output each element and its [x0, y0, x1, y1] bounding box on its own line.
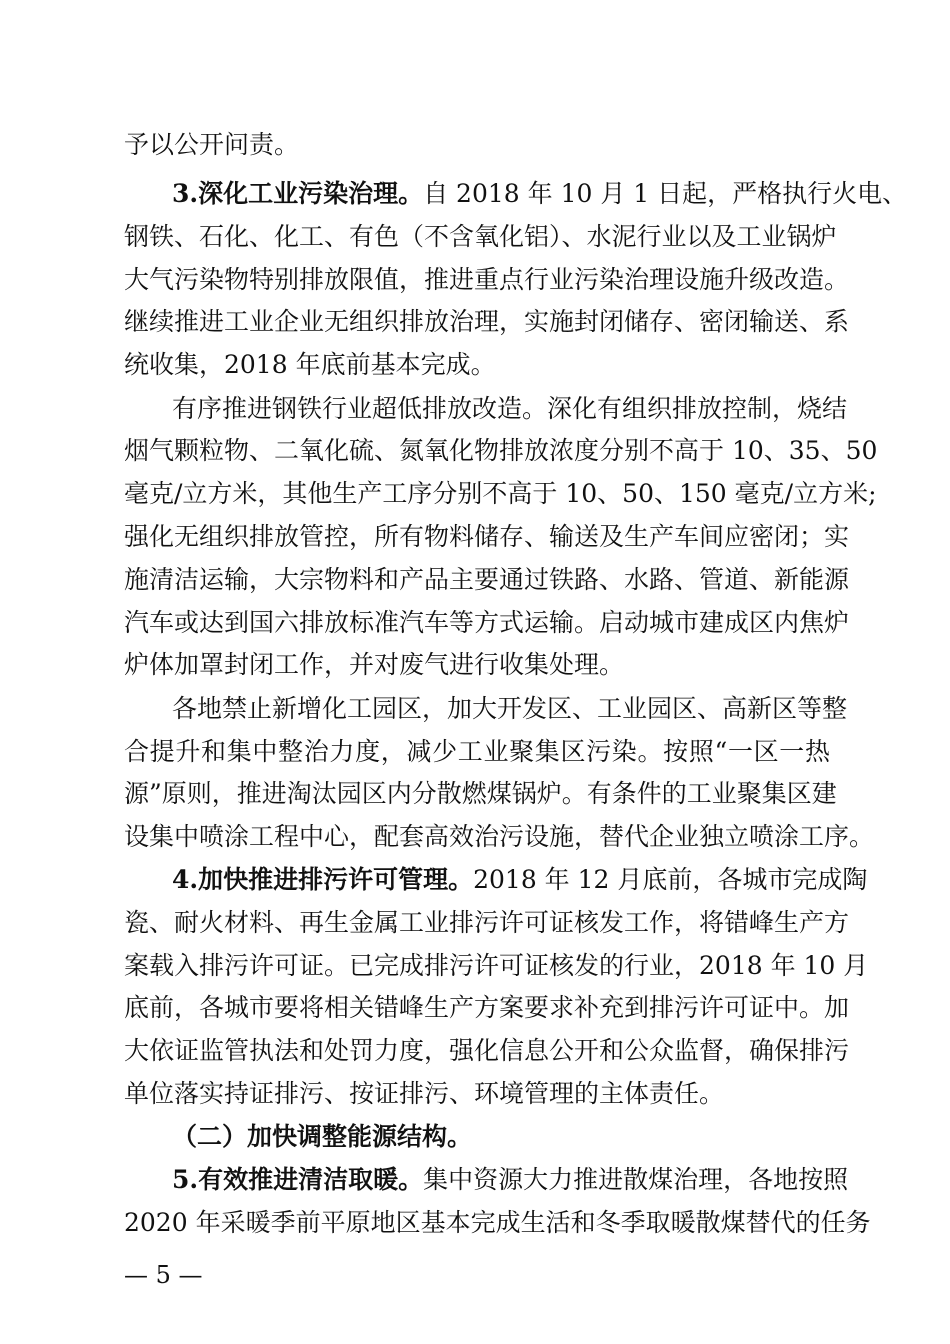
- text-line: 有序推进钢铁行业超低排放改造。深化有组织排放控制，烧结: [172, 394, 848, 423]
- text-line: 设集中喷涂工程中心，配套高效治污设施，替代企业独立喷涂工序。: [124, 822, 875, 851]
- text-line: 继续推进工业企业无组织排放治理，实施封闭储存、密闭输送、系: [124, 307, 850, 336]
- section-heading: 5.有效推进清洁取暖。: [172, 1165, 424, 1194]
- text-line: 毫克/立方米，其他生产工序分别不高于 10、50、150 毫克/立方米;: [124, 479, 877, 508]
- text-line: 强化无组织排放管控，所有物料储存、输送及生产车间应密闭；实: [124, 522, 850, 551]
- text-line: 大气污染物特别排放限值，推进重点行业污染治理设施升级改造。: [124, 265, 850, 294]
- text-line: 汽车或达到国六排放标准汽车等方式运输。启动城市建成区内焦炉: [124, 608, 850, 637]
- section-heading: （二）加快调整能源结构。: [172, 1122, 473, 1151]
- text-line: 5.有效推进清洁取暖。集中资源大力推进散煤治理，各地按照: [172, 1165, 849, 1194]
- text-line: 案载入排污许可证。已完成排污许可证核发的行业，2018 年 10 月: [124, 951, 869, 980]
- text-line: 2020 年采暖季前平原地区基本完成生活和冬季取暖散煤替代的任务: [124, 1208, 871, 1237]
- text-line: 烟气颗粒物、二氧化硫、氮氧化物排放浓度分别不高于 10、35、50: [124, 436, 878, 465]
- section-heading: 3.深化工业污染治理。: [172, 179, 424, 208]
- text-line: 瓷、耐火材料、再生金属工业排污许可证核发工作，将错峰生产方: [124, 908, 850, 937]
- text-line: 各地禁止新增化工园区，加大开发区、工业园区、高新区等整: [172, 694, 848, 723]
- text-line: 施清洁运输，大宗物料和产品主要通过铁路、水路、管道、新能源: [124, 565, 850, 594]
- text-line: 合提升和集中整治力度，减少工业聚集区污染。按照“一区一热: [124, 737, 830, 766]
- text-line: 源”原则，推进淘汰园区内分散燃煤锅炉。有条件的工业聚集区建: [124, 779, 837, 808]
- text-line: 3.深化工业污染治理。自 2018 年 10 月 1 日起，严格执行火电、: [172, 179, 908, 208]
- text-line: 底前，各城市要将相关错峰生产方案要求补充到排污许可证中。加: [124, 993, 850, 1022]
- text-line: [172, 1120, 830, 1154]
- text-line: 予以公开问责。: [124, 130, 300, 159]
- text-line: 4.加快推进排污许可管理。2018 年 12 月底前，各城市完成陶: [172, 865, 868, 894]
- text-line: 大依证监管执法和处罚力度，强化信息公开和公众监督，确保排污: [124, 1036, 850, 1065]
- text-line: 单位落实持证排污、按证排污、环境管理的主体责任。: [124, 1079, 725, 1108]
- text-line: 统收集，2018 年底前基本完成。: [124, 350, 496, 379]
- section-heading: 4.加快推进排污许可管理。: [172, 865, 474, 894]
- page-number: — 5 —: [124, 1261, 203, 1289]
- text-line: 炉体加罩封闭工作，并对废气进行收集处理。: [124, 650, 625, 679]
- text-line: 钢铁、石化、化工、有色（不含氧化铝）、水泥行业以及工业锅炉: [124, 222, 837, 251]
